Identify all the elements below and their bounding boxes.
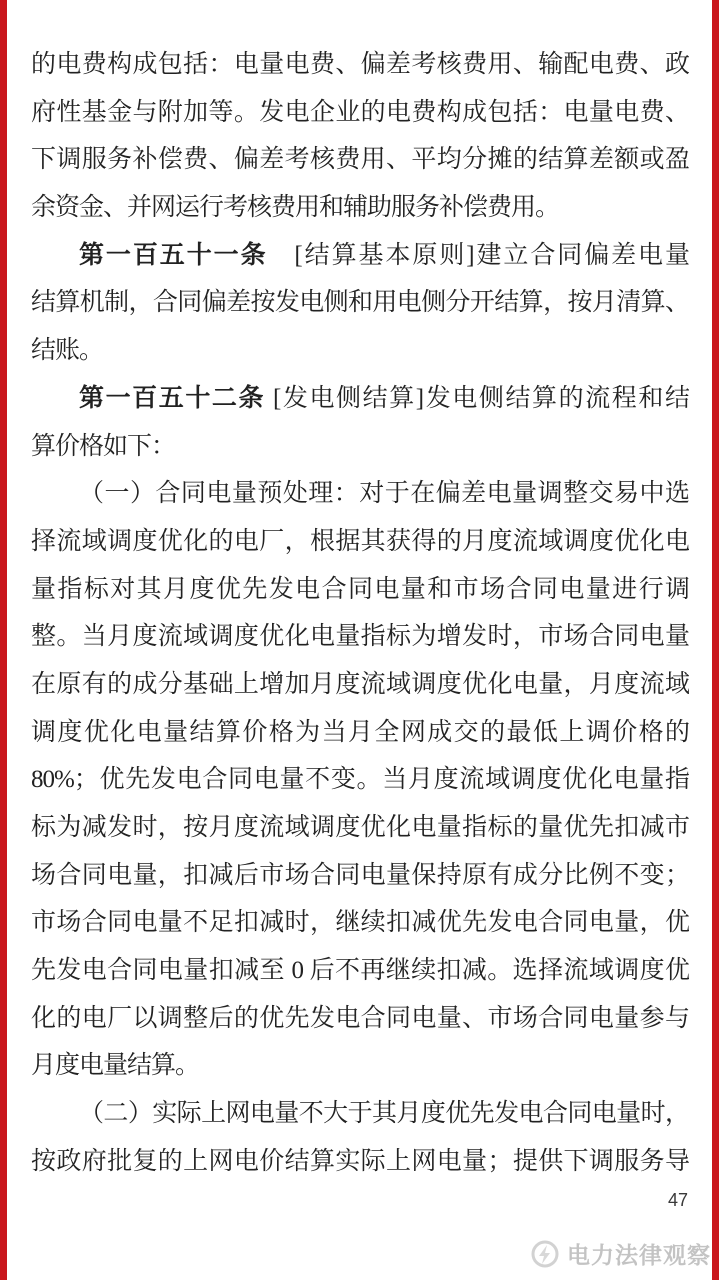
text-run: 化的电厂以调整后的优先发电合同电量、市场合同电量参与 xyxy=(31,1004,689,1032)
text-line xyxy=(31,470,689,518)
text-run: [发电侧结算]发电侧结算的流程和结 xyxy=(265,384,689,412)
text-run: 先发电合同电量扣减至 0 后不再继续扣减。选择流域调度优 xyxy=(31,957,689,985)
text-run: 场合同电量，扣减后市场合同电量保持原有成分比例不变； xyxy=(31,861,689,889)
text-line xyxy=(31,1138,689,1186)
text-run: 市场合同电量不足扣减时，继续扣减优先发电合同电量，优 xyxy=(31,909,689,937)
text-line xyxy=(31,899,689,947)
text-line xyxy=(31,756,689,804)
text-run: 余资金、并网运行考核费用和辅助服务补偿费用。 xyxy=(31,194,560,222)
text-run: 算价格如下： xyxy=(31,432,176,460)
text-run: 整。当月度流域调度优化电量指标为增发时，市场合同电量 xyxy=(31,623,689,651)
text-run: 按政府批复的上网电价结算实际上网电量；提供下调服务导 xyxy=(31,1147,689,1175)
text-line xyxy=(31,661,689,709)
text-line xyxy=(31,1090,689,1138)
text-line xyxy=(31,136,689,184)
text-line xyxy=(31,279,689,327)
text-line xyxy=(31,232,689,280)
article-number: 第一百五十二条 xyxy=(79,383,266,412)
watermark-label: 电力法律观察 xyxy=(567,1242,711,1268)
text-run: 结算机制，合同偏差按发电侧和用电侧分开结算，按月清算、 xyxy=(31,289,689,317)
text-line xyxy=(31,613,689,661)
text-line xyxy=(31,1042,689,1090)
text-run: 80%；优先发电合同电量不变。当月度流域调度优化电量指 xyxy=(31,766,689,794)
text-run: 量指标对其月度优先发电合同电量和市场合同电量进行调 xyxy=(31,575,689,603)
text-run: 在原有的成分基础上增加月度流域调度优化电量，月度流域 xyxy=(31,670,689,698)
text-line xyxy=(31,804,689,852)
text-line xyxy=(31,566,689,614)
text-line xyxy=(31,995,689,1043)
text-run: 结账。 xyxy=(31,337,104,365)
left-red-border xyxy=(0,0,7,1280)
text-run: 标为减发时，按月度流域调度优化电量指标的量优先扣减市 xyxy=(31,814,689,841)
power-law-logo-icon xyxy=(530,1239,560,1269)
watermark xyxy=(530,1237,711,1270)
text-line xyxy=(31,375,689,423)
text-line xyxy=(31,423,689,471)
text-run: （一）合同电量预处理：对于在偏差电量调整交易中选 xyxy=(79,480,689,508)
text-line xyxy=(31,41,689,89)
text-run: 的电费构成包括：电量电费、偏差考核费用、输配电费、政 xyxy=(31,51,689,78)
text-line xyxy=(31,709,689,757)
text-run: 调度优化电量结算价格为当月全网成交的最低上调价格的 xyxy=(31,718,689,746)
text-run: 下调服务补偿费、偏差考核费用、平均分摊的结算差额或盈 xyxy=(31,146,689,174)
text-line xyxy=(31,518,689,566)
text-run: 府性基金与附加等。发电企业的电费构成包括：电量电费、 xyxy=(31,98,689,126)
document-body xyxy=(31,41,689,1186)
text-run: （二）实际上网电量不大于其月度优先发电合同电量时， xyxy=(79,1100,689,1128)
text-line xyxy=(31,947,689,995)
article-number: 第一百五十一条 xyxy=(79,240,268,269)
text-run: 月度电量结算。 xyxy=(31,1052,200,1080)
text-run: 择流域调度优化的电厂，根据其获得的月度流域调度优化电 xyxy=(31,527,689,555)
text-line xyxy=(31,184,689,232)
text-line xyxy=(31,852,689,900)
text-line xyxy=(31,89,689,137)
right-red-border xyxy=(712,0,719,1280)
page-number: 47 xyxy=(667,1190,688,1210)
text-line xyxy=(31,327,689,375)
text-run: [结算基本原则]建立合同偏差电量 xyxy=(267,241,689,269)
